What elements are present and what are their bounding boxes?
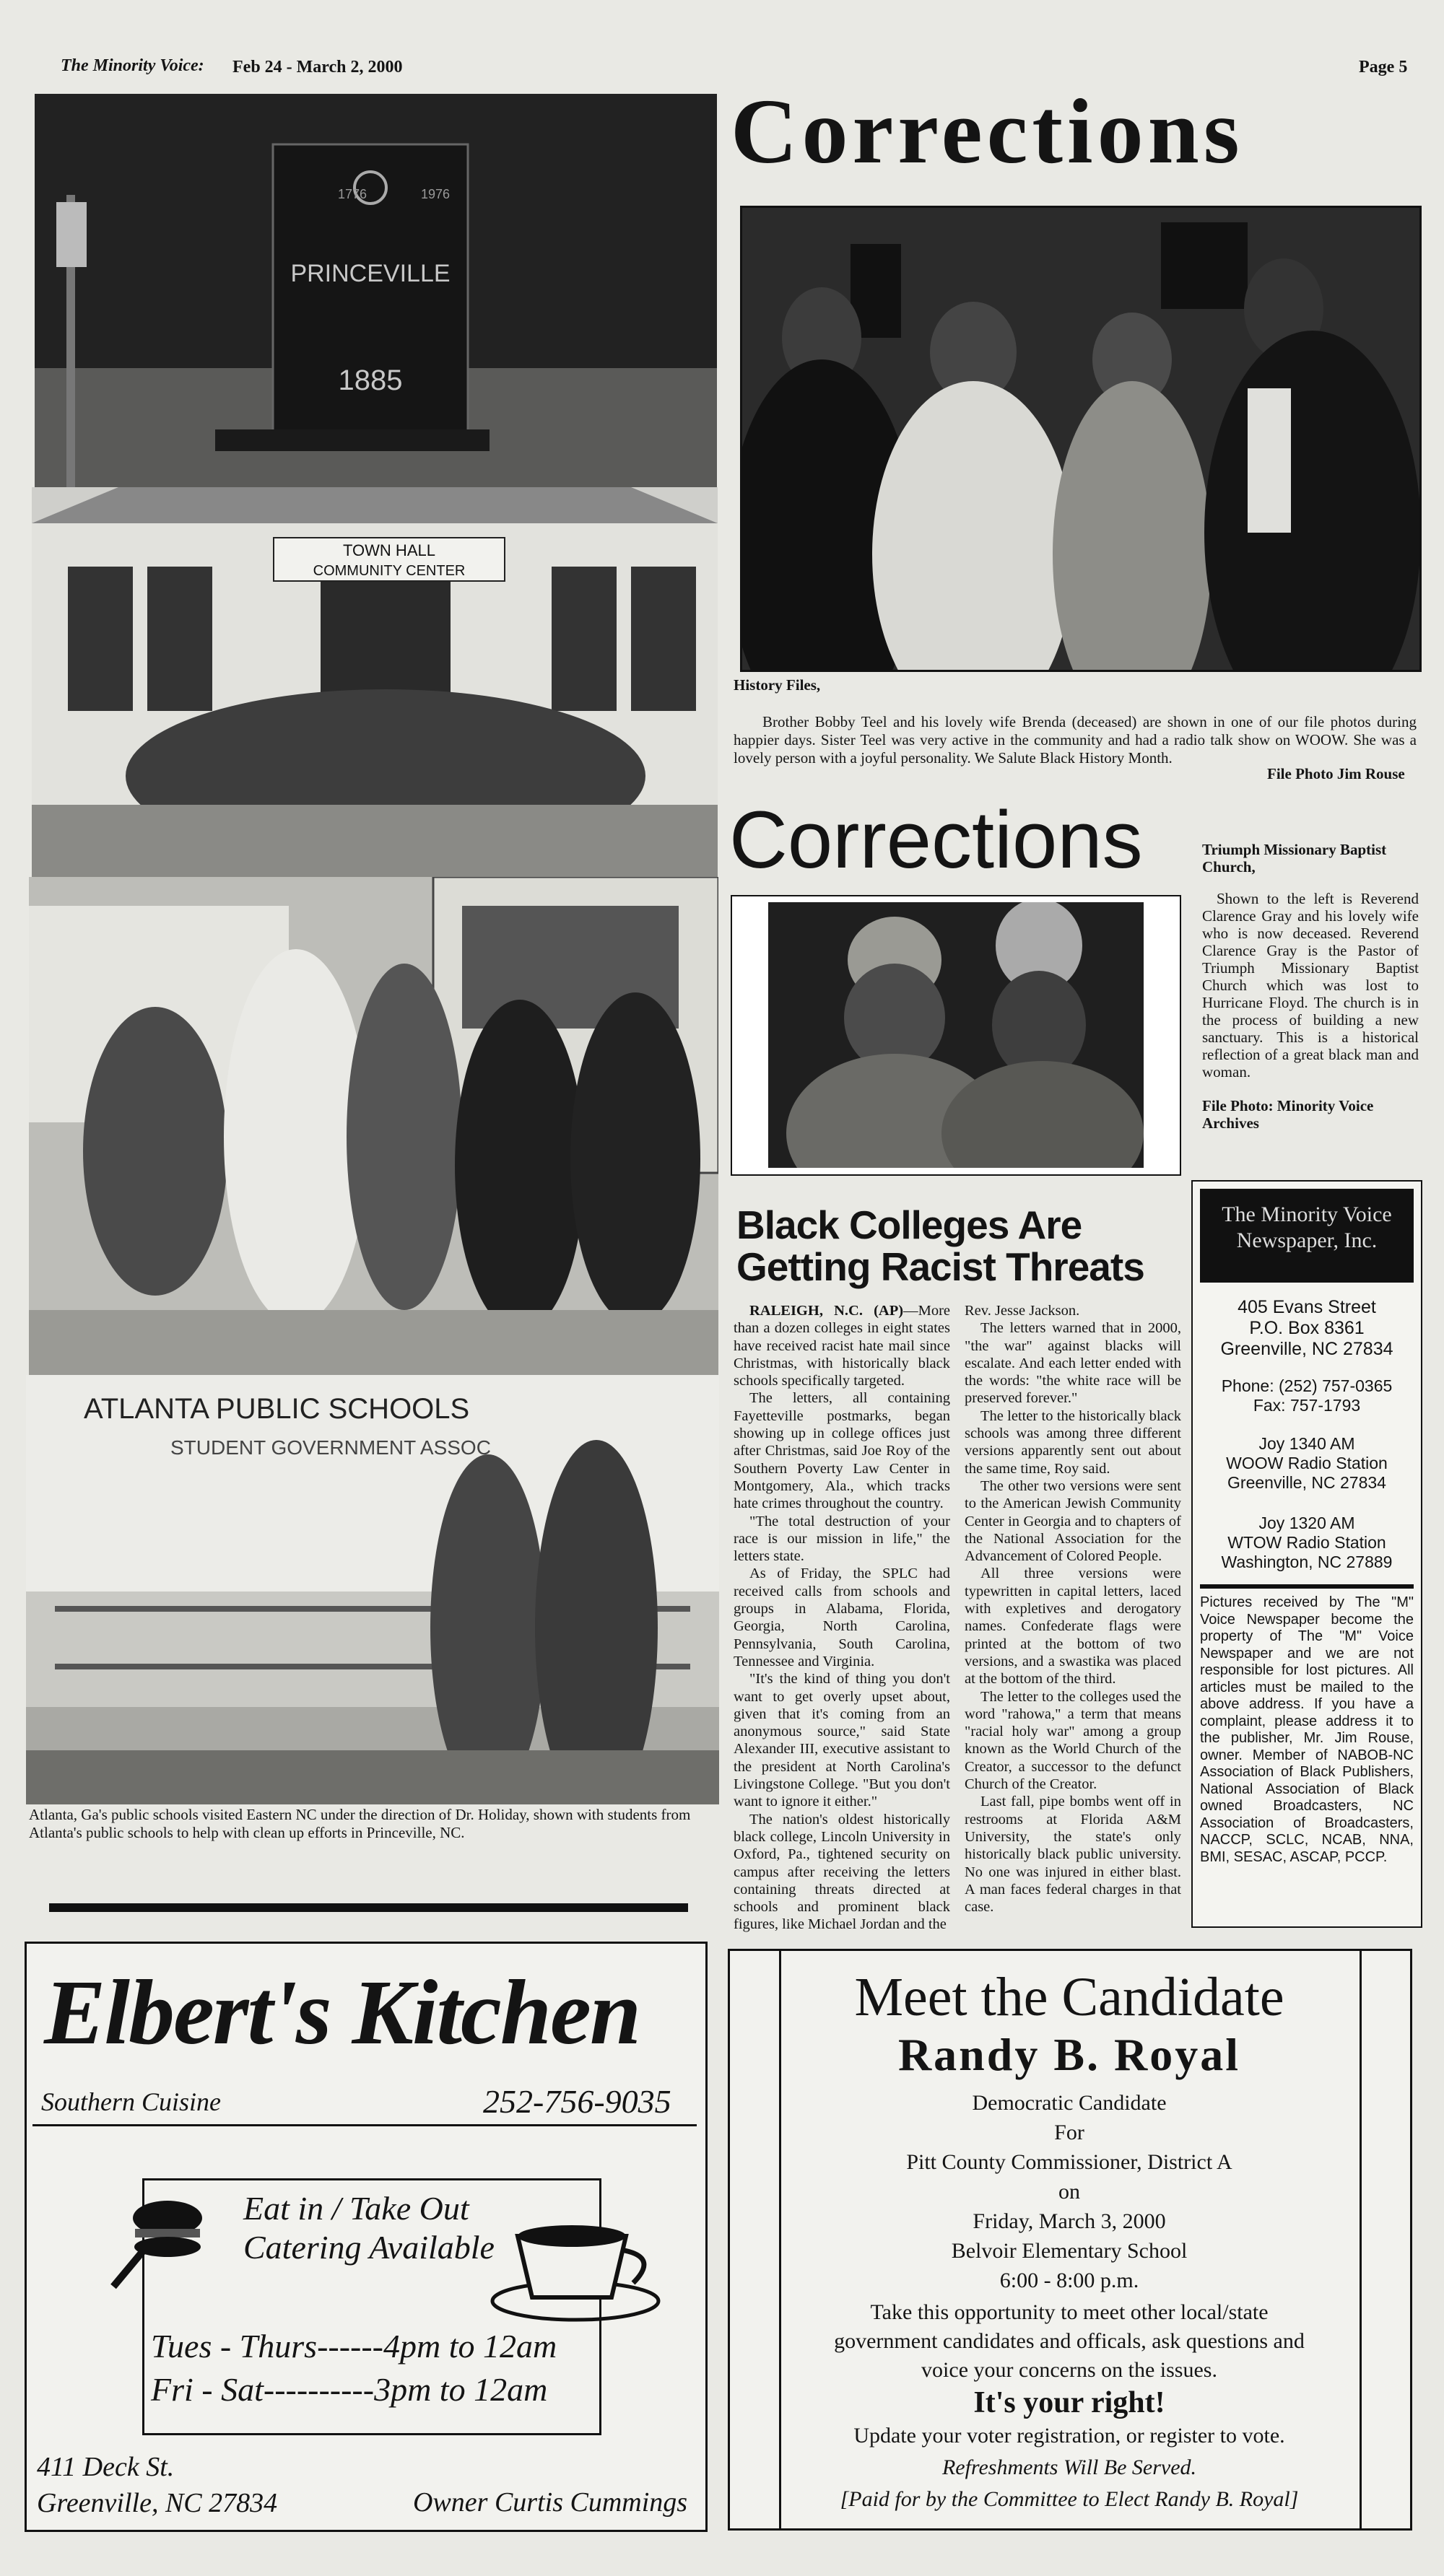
article-column-1 (734, 1302, 950, 1934)
article-headline (736, 1204, 1191, 1288)
gray-photo-credit: File Photo: Minority Voice Archives (1202, 1097, 1374, 1132)
teel-photo (740, 206, 1422, 672)
elberts-kitchen-ad (25, 1942, 708, 2532)
radio1-city: Greenville, NC 27834 (1227, 1473, 1386, 1492)
article-para-11: All three versions were typewritten in capital letters, laced with expletives and derogatory names. Confederate flags were printed at the bottom of two versions, and a swastika was placed at the bottom of the third. (965, 1566, 1181, 1688)
article-para-10: The other two versions were sent to the American Jewish Community Center in Georgia and to chapters of the National Association for the Advancement of Colored People. (965, 1477, 1181, 1565)
candidate-party: Democratic Candidate (972, 2091, 1167, 2115)
address-line-2: P.O. Box 8361 (1249, 1318, 1365, 1338)
history-files-label: History Files, (734, 676, 821, 694)
sign-year-text: 1885 (338, 364, 403, 396)
gray-caption: Shown to the left is Reverend Clarence Gray and his lovely wife who is now deceased. Reverend Clarence Gray is the Pastor of Triumph Missionary Baptist Church which was lost to Hurricane Floyd. The church is in the process of building a new sanctuary. This is a historical reflection of a great black man and woman. (1202, 890, 1419, 1080)
elberts-owner: Owner Curtis Cummings (413, 2487, 688, 2518)
candidate-time: 6:00 - 8:00 p.m. (999, 2269, 1139, 2292)
candidate-venue: Belvoir Elementary School (951, 2239, 1188, 2263)
elberts-line-2: Catering Available (243, 2229, 495, 2266)
teel-caption: Brother Bobby Teel and his lovely wife Brenda (deceased) are shown in one of our file photos during happier days. Sister Teel was very active in the community and had a radio talk show on WOOW. She was a lovely person with a joyful personality. We Salute Black History Month. (734, 713, 1417, 767)
elberts-line-1: Eat in / Take Out (243, 2190, 469, 2227)
student-gov-banner-text: STUDENT GOVERNMENT ASSOC (170, 1436, 491, 1459)
article-para-13: Last fall, pipe bombs went off in restrooms at Florida A&M University, the state's only historically black public university. No one was injured in either blast. A man faces federal charges in that case. (965, 1794, 1181, 1916)
candidate-refresh: Refreshments Will Be Served. (941, 2455, 1197, 2479)
radio2-city: Washington, NC 27889 (1221, 1553, 1393, 1571)
article-column-2 (965, 1302, 1181, 1916)
article-para-5: "It's the kind of thing you don't want to get overly upset about, given that it's coming from an anonymous source," said State Alexander III, executive assistant to the president at North Carolina's Livingstone College. "But you don't want to ignore it either." (734, 1671, 950, 1810)
masthead-box (1191, 1180, 1422, 1928)
address-line-1: 405 Evans Street (1238, 1297, 1376, 1317)
teel-photo-credit: File Photo Jim Rouse (1267, 765, 1405, 782)
article-dateline: RALEIGH, N.C. (AP) (749, 1303, 904, 1319)
masthead-rule (1200, 1584, 1414, 1589)
candidate-update: Update your voter registration, or register to vote. (853, 2424, 1285, 2448)
candidate-invite: Take this opportunity to meet other local/state government candidates and officals, ask questions and voice your concerns on the issues. (834, 2300, 1305, 2382)
candidate-title: Meet the Candidate (854, 1967, 1284, 2027)
atlanta-schools-photo (26, 1375, 719, 1804)
community-center-sign: COMMUNITY CENTER (313, 563, 466, 579)
sign-year-1: 1776 (338, 187, 367, 201)
gray-photo (768, 902, 1144, 1168)
elberts-phone: 252-756-9035 (483, 2083, 671, 2120)
atlanta-banner-text: ATLANTA PUBLIC SCHOOLS (84, 1393, 470, 1425)
elberts-address (37, 2449, 277, 2521)
radio1-name: WOOW Radio Station (1226, 1454, 1388, 1472)
issue-date: Feb 24 - March 2, 2000 (232, 58, 403, 77)
article-para-3: "The total destruction of your race is our mission in life," the letters state. (734, 1513, 950, 1565)
princeville-sign-photo (35, 94, 717, 487)
masthead-address (1200, 1297, 1414, 1360)
radio2-freq: Joy 1320 AM (1258, 1514, 1355, 1532)
elberts-hours-1: Tues - Thurs------4pm to 12am (151, 2328, 557, 2365)
headline-line-2: Getting Racist Threats (736, 1244, 1144, 1289)
burger-icon (99, 2186, 207, 2294)
masthead-name-1: The Minority Voice (1222, 1202, 1392, 1226)
candidate-paid-for: [Paid for by the Committee to Elect Randy B. Royal] (840, 2487, 1299, 2511)
article-para-8: The letters warned that in 2000, "the war" against blacks will escalate. And each letter ended with the words: "the white race will be preserved forever." (965, 1320, 1181, 1407)
elberts-city: Greenville, NC 27834 (37, 2488, 278, 2518)
elberts-hours-2: Fri - Sat----------3pm to 12am (151, 2371, 548, 2408)
volunteers-bus-photo (29, 877, 718, 1375)
town-hall-sign: TOWN HALL (343, 541, 435, 559)
candidate-name: Randy B. Royal (897, 2029, 1241, 2080)
radio2-name: WTOW Radio Station (1227, 1533, 1386, 1552)
radio1-freq: Joy 1340 AM (1258, 1434, 1355, 1453)
elberts-hours (151, 2325, 557, 2411)
candidate-right-rule (1360, 1951, 1362, 2528)
masthead-banner (1200, 1189, 1414, 1283)
article-para-4: As of Friday, the SPLC had received calls from schools and groups in Alabama, Florida, Georgia, North Carolina, Pennsylvania, South Carolina, Tennessee and Virginia. (734, 1566, 950, 1669)
town-hall-group-photo (32, 487, 718, 877)
atlanta-caption: Atlanta, Ga's public schools visited Eastern NC under the direction of Dr. Holiday, shown with students from Atlanta's public schools to help with clean up efforts in Princeville, NC. (29, 1806, 691, 1841)
page-number: Page 5 (1359, 58, 1408, 77)
radio-station-1 (1200, 1434, 1414, 1493)
fax-line: Fax: 757-1793 (1253, 1396, 1361, 1415)
elberts-rule (32, 2124, 697, 2126)
elberts-name: Elbert's Kitchen (44, 1961, 640, 2064)
article-para-9: The letter to the historically black schools was among three different versions apparently sent out about the same time, Roy said. (965, 1407, 1181, 1477)
section-divider (49, 1903, 688, 1912)
masthead-phone (1200, 1376, 1414, 1415)
candidate-for: For (1054, 2121, 1084, 2144)
masthead-notice: Pictures received by The "M" Voice Newspaper become the property of The "M" Voice Newspaper and we are not responsible for lost pictures. All articles must be mailed to the above address. If you have a complaint, please address it to the publisher, Mr. Jim Rouse, owner. Member of NABOB-NC Association of Black Publishers, National Association of Black owned Broadcasters, NC Association of Broadcasters, NACCP, SCLC, NCAB, NNA, BMI, SESAC, ASCAP, PCCP. (1200, 1594, 1414, 1865)
candidate-date: Friday, March 3, 2000 (973, 2209, 1166, 2233)
article-para-12: The letter to the colleges used the word "rahowa," a term that means "racial holy war" among a group known as the World Church of the Creator, a successor to the defunct Church of the Creator. (965, 1688, 1181, 1793)
candidate-right: It's your right! (973, 2386, 1165, 2419)
headline-line-1: Black Colleges Are (736, 1202, 1082, 1247)
masthead-name-2: Newspaper, Inc. (1236, 1228, 1378, 1252)
corrections-heading-2: Corrections (729, 795, 1143, 885)
candidate-office: Pitt County Commissioner, District A (906, 2150, 1232, 2174)
elberts-service (243, 2189, 495, 2267)
gray-photo-frame (731, 895, 1181, 1176)
article-para-6: The nation's oldest historically black college, Lincoln University in Oxford, Pa., tightened security on campus after receiving the letters containing threats directed at schools and prominent black figures, like Michael Jordan and the (734, 1811, 950, 1933)
radio-station-2 (1200, 1514, 1414, 1572)
coffee-cup-icon (489, 2207, 662, 2323)
church-name: Triumph Missionary Baptist Church, (1202, 841, 1387, 876)
candidate-details (780, 2088, 1358, 2295)
phone-line: Phone: (252) 757-0365 (1221, 1376, 1393, 1395)
address-line-3: Greenville, NC 27834 (1220, 1339, 1393, 1359)
article-para-1: —More than a dozen colleges in eight states have received racist hate mail since Christmas, with historically black schools specifically targeted. (734, 1303, 950, 1389)
elberts-cuisine: Southern Cuisine (41, 2087, 221, 2116)
article-para-2: The letters, all containing Fayetteville postmarks, began showing up in college offices just after Christmas, said Joe Roy of the Southern Poverty Law Center in Montgomery, Ala., which tracks hate crimes throughout the country. (734, 1390, 950, 1512)
paper-name: The Minority Voice: (61, 56, 204, 75)
candidate-ad (728, 1949, 1412, 2531)
sign-year-2: 1976 (421, 187, 451, 201)
princeville-sign-text: PRINCEVILLE (290, 260, 451, 287)
elberts-street: 411 Deck St. (37, 2452, 175, 2482)
article-para-7: Rev. Jesse Jackson. (965, 1303, 1080, 1319)
corrections-heading-1: Corrections (731, 80, 1244, 183)
candidate-on: on (1058, 2180, 1080, 2204)
